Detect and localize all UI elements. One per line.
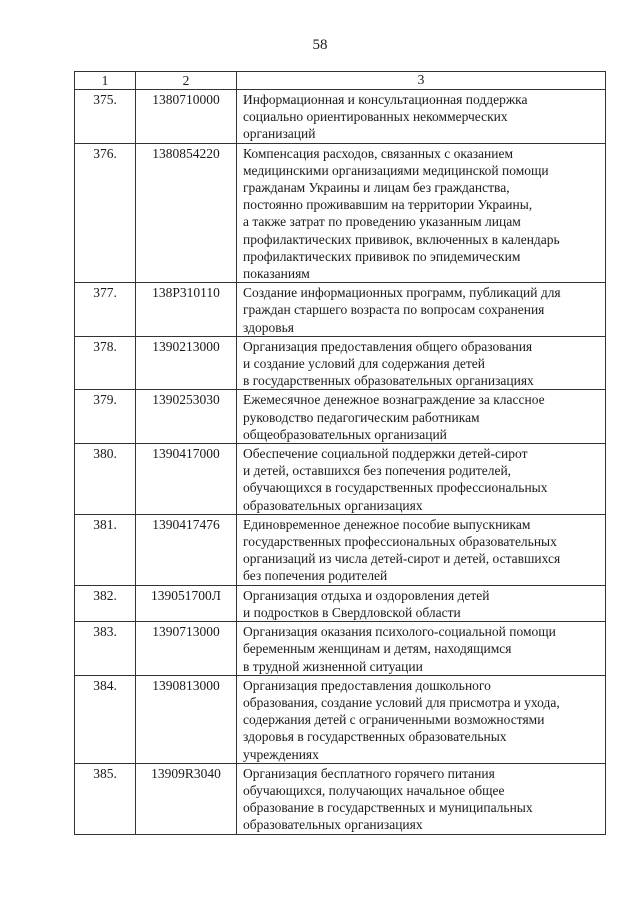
table-row: [75, 622, 606, 676]
description-line: Организация бесплатного горячего питания: [243, 765, 495, 781]
description-line: Организация предоставления общего образования: [243, 338, 533, 354]
row-number: 383.: [75, 622, 136, 676]
row-code: 1390713000: [136, 622, 237, 676]
row-number: 382.: [75, 585, 136, 621]
table-row: [75, 143, 606, 283]
row-description: [237, 514, 606, 585]
row-code: 13909R3040: [136, 763, 237, 834]
page-number: 58: [312, 37, 328, 53]
description-line: и создание условий для содержания детей: [243, 356, 486, 372]
table-row: [75, 763, 606, 834]
description-line: здоровья в государственных образовательных: [243, 729, 507, 745]
description-line: организаций из числа детей-сирот и детей, оставшихся: [243, 551, 561, 567]
row-description: [237, 143, 606, 283]
row-number: 378.: [75, 336, 136, 390]
table-header-row: [75, 72, 606, 90]
description-line: и подростков в Свердловской области: [243, 604, 461, 620]
row-description: [237, 622, 606, 676]
table-row: [75, 675, 606, 763]
description-line: обучающихся в государственных профессиональных: [243, 480, 548, 496]
header-col-2: 2: [136, 72, 237, 90]
row-number: 381.: [75, 514, 136, 585]
table-body: [75, 90, 606, 835]
description-line: социально ориентированных некоммерческих: [243, 109, 508, 125]
row-description: [237, 283, 606, 337]
table-row: [75, 336, 606, 390]
row-code: 1380710000: [136, 90, 237, 144]
description-line: профилактических прививок по эпидемическим: [243, 248, 521, 264]
description-line: беременным женщинам и детям, находящимся: [243, 641, 512, 657]
row-code: 138P310110: [136, 283, 237, 337]
row-description: [237, 444, 606, 515]
description-line: Организация оказания психолого-социальной помощи: [243, 624, 556, 640]
row-code: 1390417476: [136, 514, 237, 585]
description-line: в государственных образовательных организациях: [243, 373, 534, 389]
description-line: государственных профессиональных образовательных: [243, 534, 557, 550]
row-description: [237, 763, 606, 834]
row-number: 377.: [75, 283, 136, 337]
description-line: показаниям: [243, 266, 310, 282]
description-line: Информационная и консультационная поддержка: [243, 92, 528, 107]
row-description: [237, 336, 606, 390]
row-code: 1380854220: [136, 143, 237, 283]
budget-classification-table: [74, 71, 606, 835]
row-number: 380.: [75, 444, 136, 515]
table-row: [75, 283, 606, 337]
description-line: без попечения родителей: [243, 568, 388, 584]
description-line: медицинскими организациями медицинской помощи: [243, 162, 549, 178]
row-number: 379.: [75, 390, 136, 444]
description-line: Обеспечение социальной поддержки детей-сирот: [243, 446, 528, 462]
table-row: [75, 585, 606, 621]
description-line: Организация отдыха и оздоровления детей: [243, 587, 490, 603]
row-code: 1390213000: [136, 336, 237, 390]
row-description: [237, 90, 606, 144]
row-code: 1390253030: [136, 390, 237, 444]
description-line: здоровья: [243, 319, 294, 335]
row-number: 384.: [75, 675, 136, 763]
description-line: постоянно проживавшим на территории Украины,: [243, 197, 533, 213]
row-description: [237, 390, 606, 444]
row-number: 385.: [75, 763, 136, 834]
description-line: Единовременное денежное пособие выпускникам: [243, 516, 531, 532]
description-line: руководство педагогическим работникам: [243, 409, 480, 425]
description-line: образовательных организациях: [243, 817, 423, 833]
row-code: 139051700Л: [136, 585, 237, 621]
description-line: в трудной жизненной ситуации: [243, 658, 423, 674]
description-line: обучающихся, получающих начальное общее: [243, 782, 505, 798]
row-number: 376.: [75, 143, 136, 283]
description-line: образования, создание условий для присмотра и ухода,: [243, 694, 560, 710]
row-description: [237, 585, 606, 621]
description-line: общеобразовательных организаций: [243, 426, 447, 442]
description-line: гражданам Украины и лицам без гражданства,: [243, 180, 510, 196]
header-col-3: 3: [237, 72, 606, 90]
row-description: [237, 675, 606, 763]
description-line: организаций: [243, 126, 316, 142]
table-row: [75, 444, 606, 515]
row-number: 375.: [75, 90, 136, 144]
description-line: и детей, оставшихся без попечения родителей,: [243, 463, 512, 479]
row-code: 1390417000: [136, 444, 237, 515]
description-line: Создание информационных программ, публикаций для: [243, 285, 561, 301]
table-row: [75, 514, 606, 585]
description-line: Компенсация расходов, связанных с оказанием: [243, 145, 514, 161]
description-line: Ежемесячное денежное вознаграждение за классное: [243, 392, 545, 408]
description-line: профилактических прививок, включенных в календарь: [243, 231, 560, 247]
description-line: учреждениях: [243, 746, 319, 762]
description-line: а также затрат по проведению указанным лицам: [243, 214, 521, 230]
row-code: 1390813000: [136, 675, 237, 763]
description-line: образовательных организациях: [243, 497, 423, 513]
table-row: [75, 390, 606, 444]
description-line: граждан старшего возраста по вопросам сохранения: [243, 302, 545, 318]
description-line: образование в государственных и муниципальных: [243, 800, 533, 816]
description-line: Организация предоставления дошкольного: [243, 677, 491, 693]
description-line: содержания детей с ограниченными возможностями: [243, 712, 545, 728]
table-row: [75, 90, 606, 144]
header-col-1: 1: [75, 72, 136, 90]
